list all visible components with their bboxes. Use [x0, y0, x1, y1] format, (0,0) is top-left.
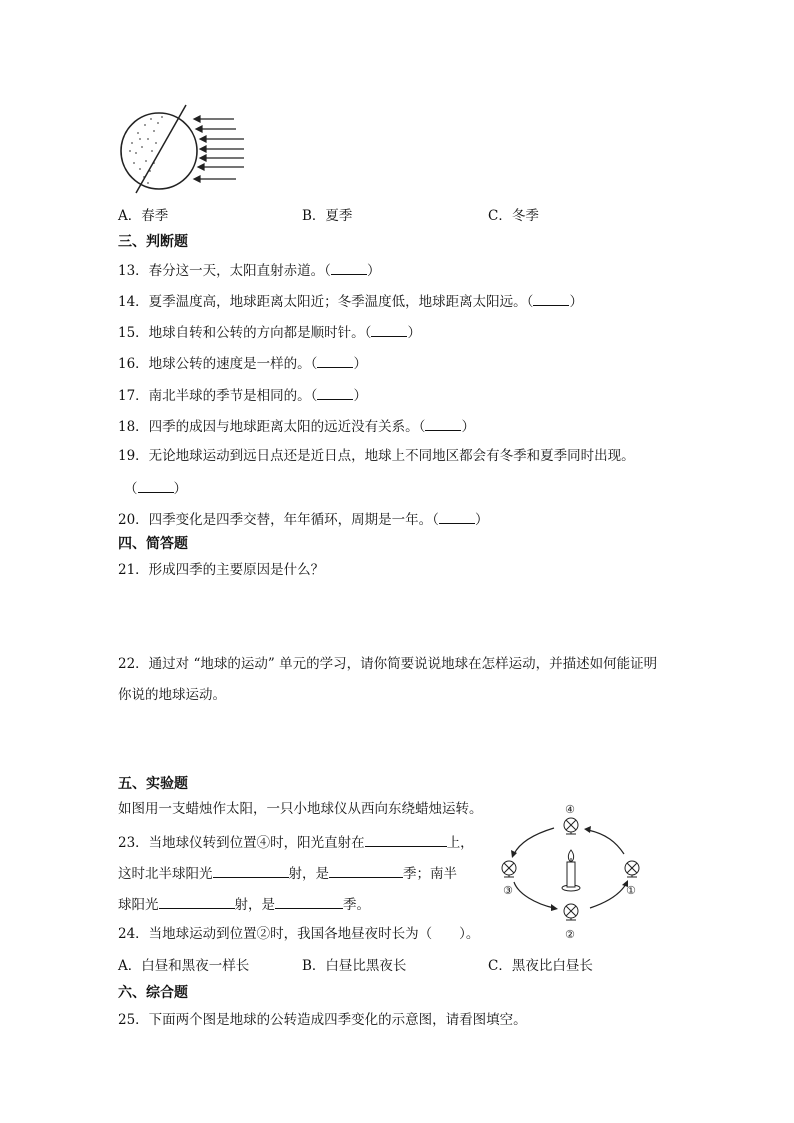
question-23-line1: [118, 832, 474, 852]
judge-item-18: [118, 416, 475, 436]
judge-item-15: [118, 322, 421, 342]
answer-blank[interactable]: [365, 832, 447, 847]
question-25: 25．下面两个图是地球的公转造成四季变化的示意图，请看图填空。: [118, 1012, 527, 1028]
judge-text: 14．夏季温度高，地球距离太阳近；冬季温度低，地球距离太阳远。（: [118, 294, 534, 310]
judge-item-19-answer: [124, 478, 187, 498]
answer-blank[interactable]: [331, 260, 367, 275]
paren-close: ）: [353, 356, 367, 372]
answer-blank[interactable]: [275, 894, 343, 909]
question-22-line2: 你说的地球运动。: [118, 687, 226, 703]
q12-option-a[interactable]: A．春季: [118, 208, 169, 224]
answer-blank[interactable]: [213, 863, 289, 878]
earth-sunlight-figure: [118, 103, 250, 195]
judge-text: 15．地球自转和公转的方向都是顺时针。（: [118, 325, 372, 341]
q23-text: 23．当地球仪转到位置④时，阳光直射在: [118, 835, 365, 851]
section-title-experiment: 五、实验题: [118, 776, 188, 792]
question-23-line3: [118, 894, 370, 914]
judge-item-19: 19．无论地球运动到远日点还是近日点，地球上不同地区都会有冬季和夏季同时出现。: [118, 448, 635, 464]
question-24: 24．当地球运动到位置②时，我国各地昼夜时长为（ ）。: [118, 926, 480, 942]
answer-blank[interactable]: [371, 322, 407, 337]
answer-blank[interactable]: [425, 416, 461, 431]
q23-text: 季。: [343, 897, 370, 913]
question-23-line2: [118, 863, 457, 883]
q23-text: 球阳光: [118, 897, 159, 913]
experiment-intro: 如图用一支蜡烛作太阳，一只小地球仪从西向东绕蜡烛运转。: [118, 801, 483, 817]
section-title-judge: 三、判断题: [118, 234, 188, 250]
answer-blank[interactable]: [317, 385, 353, 400]
judge-item-16: [118, 353, 367, 373]
position-label-4: ④: [565, 803, 575, 816]
judge-text: 13．春分这一天，太阳直射赤道。（: [118, 263, 331, 279]
judge-text: 18．四季的成因与地球距离太阳的远近没有关系。（: [118, 419, 426, 435]
paren-close: ）: [461, 419, 475, 435]
answer-blank[interactable]: [439, 509, 475, 524]
paren-close: ）: [474, 512, 489, 528]
judge-item-13: [118, 260, 380, 280]
paren-open: （: [124, 481, 138, 497]
paren-close: ）: [366, 263, 381, 279]
question-22-line1: 22．通过对 “地球的运动” 单元的学习，请你简要说说地球在怎样运动，并描述如何能证明: [118, 656, 658, 672]
q24-option-a[interactable]: A．白昼和黑夜一样长: [118, 958, 250, 974]
section-title-short-answer: 四、简答题: [118, 536, 188, 552]
q23-text: 季；南半: [403, 866, 457, 882]
judge-item-20: [118, 509, 488, 529]
answer-blank[interactable]: [317, 353, 353, 368]
paren-close: ）: [569, 294, 583, 310]
judge-item-17: [118, 385, 367, 405]
answer-blank[interactable]: [138, 478, 174, 493]
judge-text: 17．南北半球的季节是相同的。（: [118, 388, 318, 404]
answer-blank[interactable]: [159, 894, 235, 909]
q23-text: 射，是: [288, 866, 329, 882]
judge-item-14: [118, 291, 583, 311]
judge-text: 16．地球公转的速度是一样的。（: [118, 356, 318, 372]
answer-blank[interactable]: [533, 291, 569, 306]
paren-close: ）: [353, 388, 367, 404]
paren-close: ）: [173, 481, 187, 497]
judge-text: 20．四季变化是四季交替，年年循环，周期是一年。（: [118, 512, 439, 528]
q23-text: 射，是: [234, 897, 275, 913]
paren-close: ）: [407, 325, 421, 341]
q24-option-b[interactable]: B．白昼比黑夜长: [302, 958, 407, 974]
q23-text: 上，: [446, 835, 474, 851]
position-label-1: ①: [626, 884, 636, 897]
answer-blank[interactable]: [329, 863, 403, 878]
q23-text: 这时北半球阳光: [118, 866, 213, 882]
section-title-comprehensive: 六、综合题: [118, 985, 188, 1001]
position-label-2: ②: [565, 928, 575, 941]
q12-option-b[interactable]: B．夏季: [302, 208, 353, 224]
position-label-3: ③: [503, 884, 513, 897]
question-21: 21．形成四季的主要原因是什么？: [118, 562, 325, 578]
candle-orbit-figure: [496, 800, 646, 942]
q24-option-c[interactable]: C．黑夜比白昼长: [488, 958, 593, 974]
q12-option-c[interactable]: C．冬季: [488, 208, 539, 224]
